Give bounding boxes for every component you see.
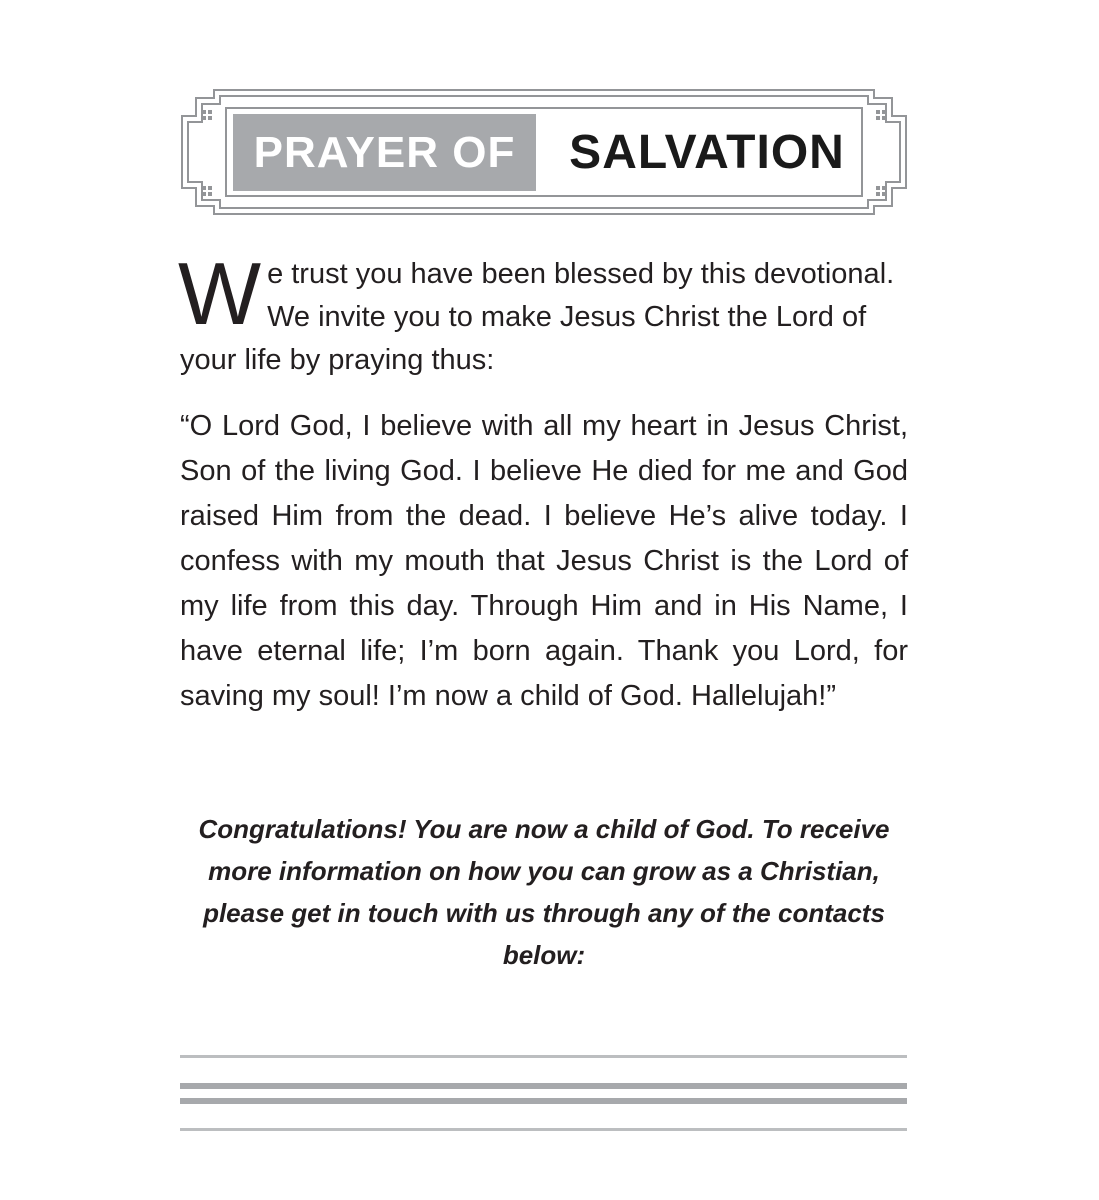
title-salvation: SALVATION: [569, 126, 845, 179]
drop-cap: W: [178, 244, 262, 343]
contact-line-thick-1: [180, 1083, 907, 1089]
intro-text: e trust you have been blessed by this devotional. We invite you to make Jesus Christ the Lord of your life by praying thus:: [180, 258, 895, 376]
contact-line-top: [180, 1055, 907, 1058]
congratulations-paragraph: Congratulations! You are now a child of God. To receive more information on how you can grow as a Christian, please get in touch with us through any of the contacts below:: [198, 814, 890, 970]
contact-line-thick-2: [180, 1098, 907, 1104]
title-prayer-of: PRAYER OF: [233, 114, 536, 191]
prayer-paragraph: “O Lord God, I believe with all my heart in Jesus Christ, Son of the living God. I believe He died for me and God raised Him from the dead. I believe He’s alive today. I confess with my mouth that Jesus Christ is the Lord of my life from this day. Through Him and in His Name, I have eternal life; I’m born again. Thank you Lord, for saving my soul! I’m now a child of God. Hallelujah!”: [180, 410, 908, 712]
contact-line-bottom: [180, 1128, 907, 1131]
intro-paragraph: [178, 244, 908, 382]
title-banner: [180, 88, 908, 216]
